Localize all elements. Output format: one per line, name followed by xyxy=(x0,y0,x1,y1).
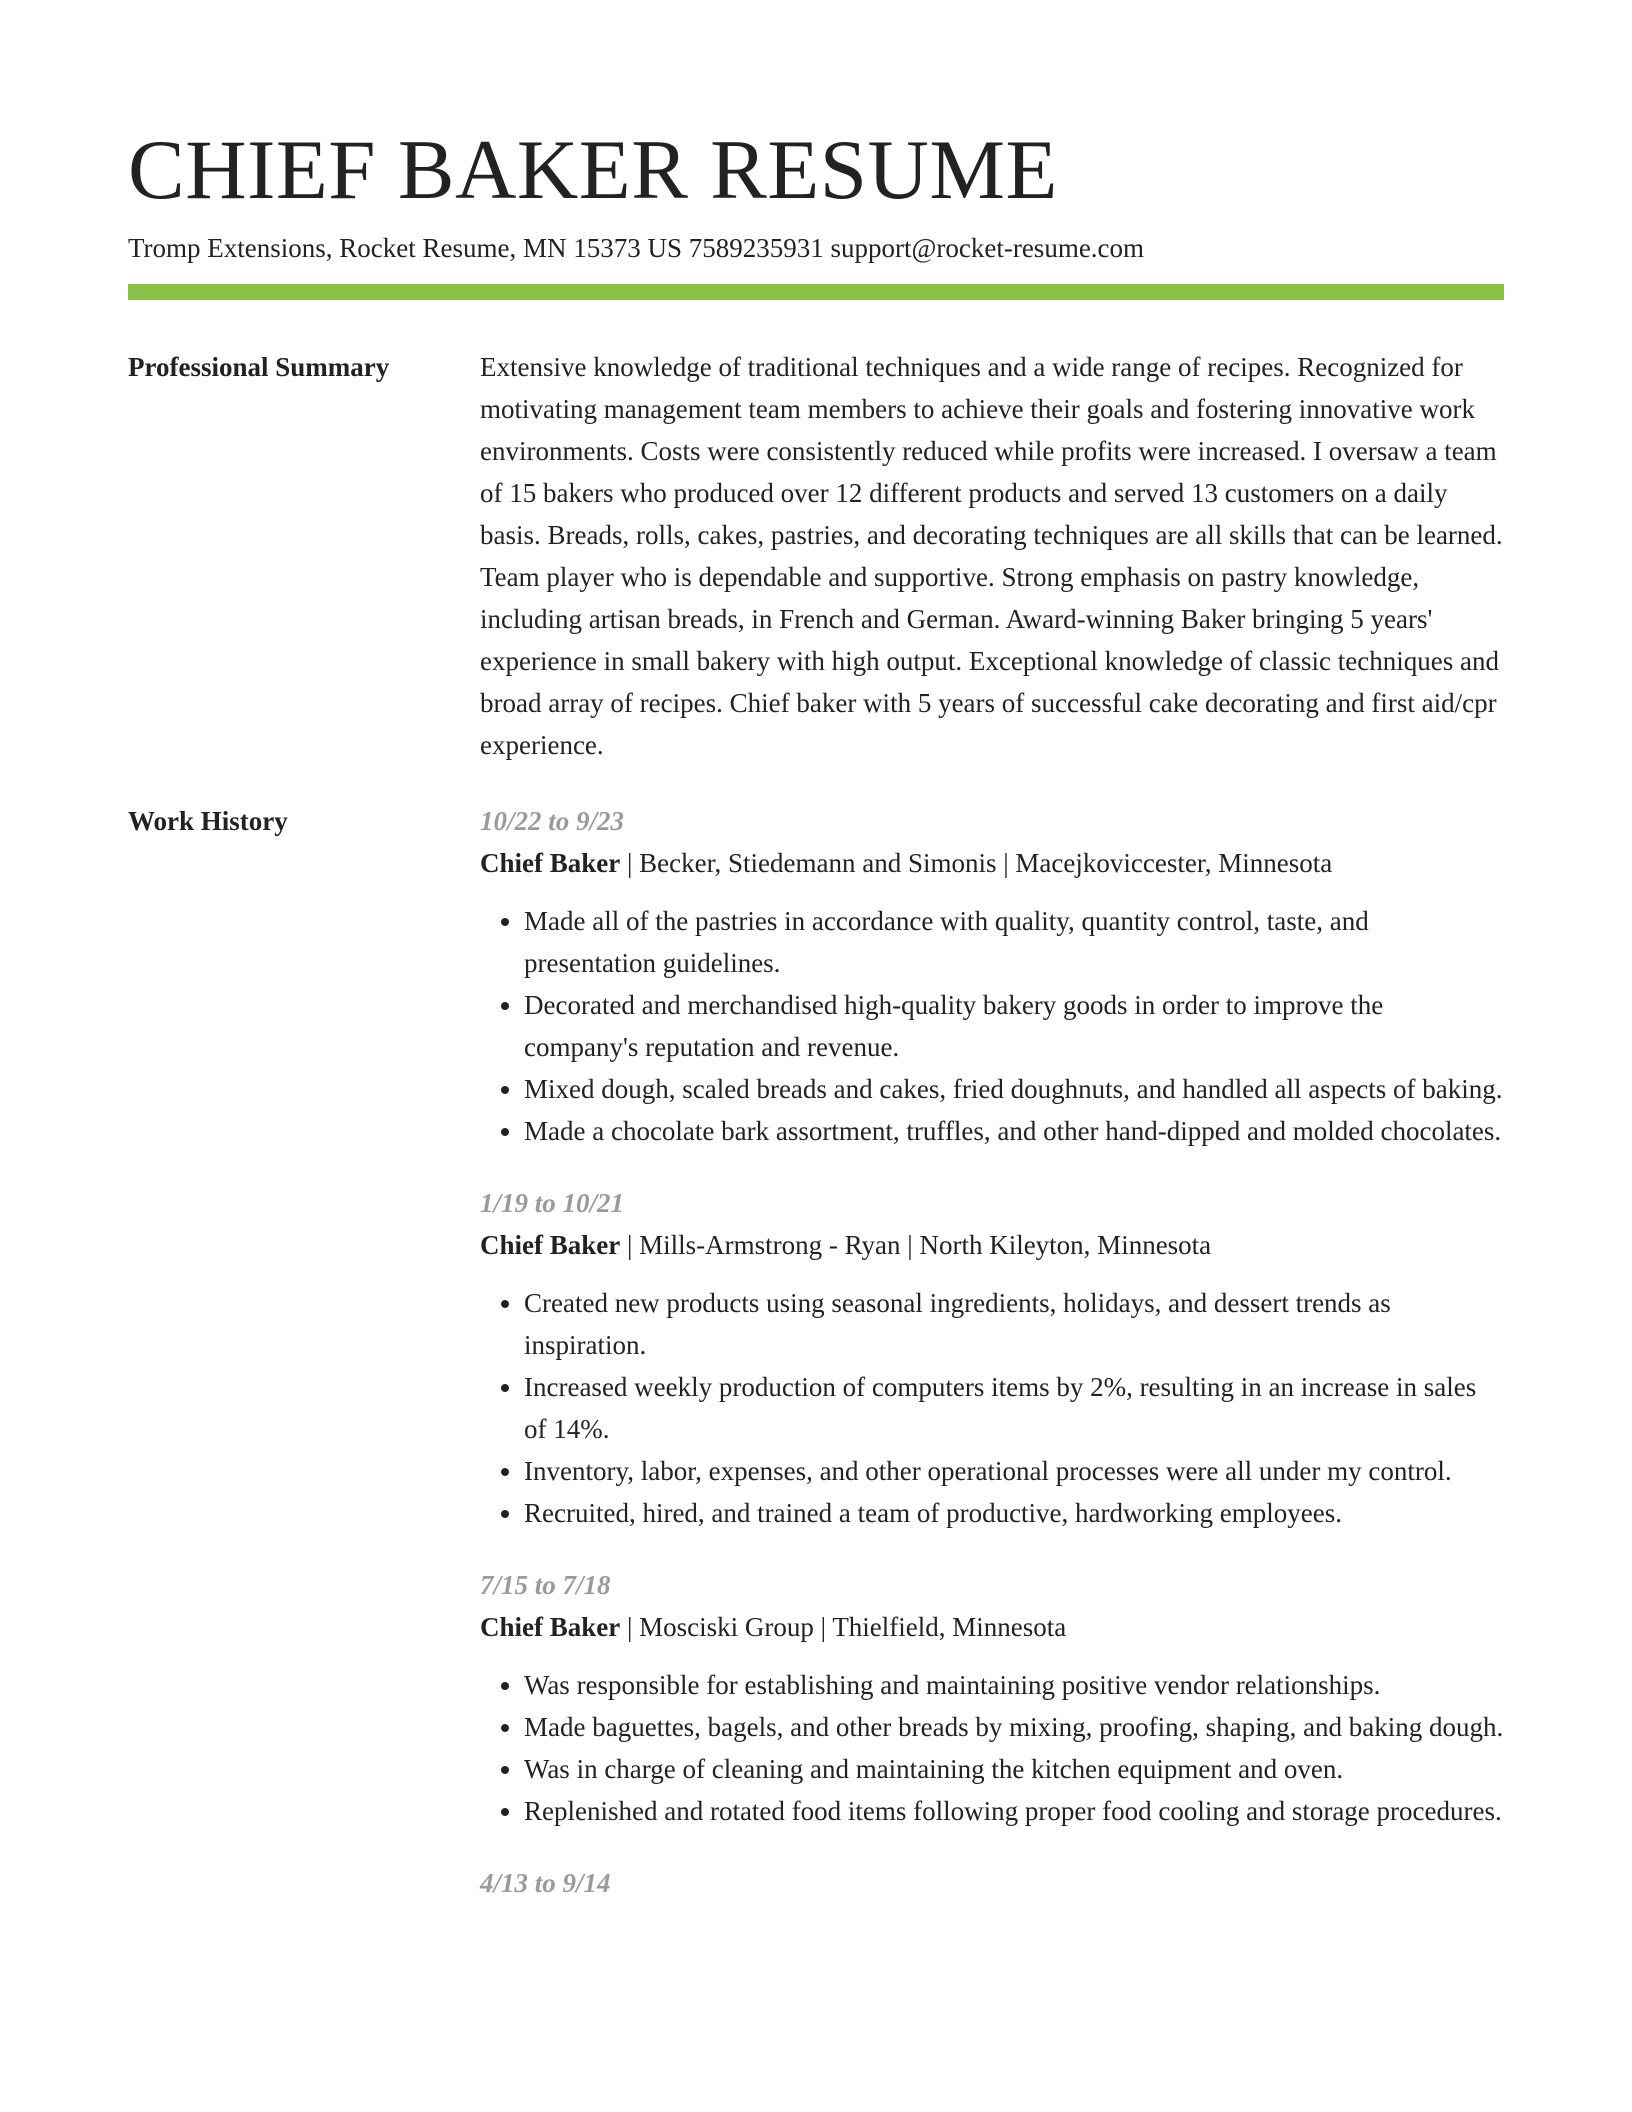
job-bullet: • Increased weekly production of computers items by 2%, resulting in an increase in sales of 14%. xyxy=(524,1366,1504,1450)
job-dates: 10/22 to 9/23 xyxy=(480,806,625,836)
summary-text: Extensive knowledge of traditional techniques and a wide range of recipes. Recognized for motivating management team members to achieve their goals and fostering innovative work environments. Costs were consistently reduced while profits were increased. I oversaw a team of 15 bakers who produced over 12 different products and served 13 customers on a daily basis. Breads, rolls, cakes, pastries, and decorating techniques are all skills that can be learned. Team player who is dependable and supportive. Strong emphasis on pastry knowledge, including artisan breads, in French and German. Award-winning Baker bringing 5 years' experience in small bakery with high output. Exceptional knowledge of classic techniques and broad array of recipes. Chief baker with 5 years of successful cake decorating and first aid/cpr experience. xyxy=(480,352,1503,760)
separator: | xyxy=(626,1230,633,1260)
separator: | xyxy=(907,1230,913,1260)
contact-email: support@rocket-resume.com xyxy=(830,233,1145,263)
job-title: Chief Baker xyxy=(480,848,621,878)
job-bullet: • Made baguettes, bagels, and other breads by mixing, proofing, shaping, and baking dough. xyxy=(524,1706,1504,1748)
job-location: Macejkoviccester, Minnesota xyxy=(1015,848,1333,878)
work-history-list xyxy=(480,800,1504,1904)
job-title: Chief Baker xyxy=(480,1230,621,1260)
job-entry xyxy=(480,1564,1504,1832)
resume-title: CHIEF BAKER RESUME xyxy=(128,123,1058,217)
job-bullet-list xyxy=(480,1664,1504,1832)
separator: | xyxy=(626,848,633,878)
job-dates: 1/19 to 10/21 xyxy=(480,1188,625,1218)
section-title-work-history: Work History xyxy=(128,806,288,836)
job-bullet: • Mixed dough, scaled breads and cakes, fried doughnuts, and handled all aspects of baking. xyxy=(524,1068,1504,1110)
job-entry xyxy=(480,800,1504,1152)
job-bullet: • Made all of the pastries in accordance with quality, quantity control, taste, and presentation guidelines. xyxy=(524,900,1504,984)
job-title-line xyxy=(480,1606,1504,1648)
job-bullet: • Made a chocolate bark assortment, truffles, and other hand-dipped and molded chocolates. xyxy=(524,1110,1504,1152)
job-bullet: • Inventory, labor, expenses, and other operational processes were all under my control. xyxy=(524,1450,1504,1492)
job-company: Mosciski Group xyxy=(639,1612,814,1642)
contact-phone: 7589235931 xyxy=(688,233,824,263)
job-company: Becker, Stiedemann and Simonis xyxy=(639,848,997,878)
job-dates: 4/13 to 9/14 xyxy=(480,1868,611,1898)
separator: | xyxy=(626,1612,633,1642)
resume-page xyxy=(128,120,1504,1904)
header-divider xyxy=(128,284,1504,300)
job-bullet: • Decorated and merchandised high-quality bakery goods in order to improve the company's reputation and revenue. xyxy=(524,984,1504,1068)
contact-address: Tromp Extensions, Rocket Resume, MN 15373 US xyxy=(128,233,683,263)
contact-line xyxy=(128,230,1504,266)
job-bullet-list xyxy=(480,1282,1504,1534)
job-bullet: • Replenished and rotated food items following proper food cooling and storage procedures. xyxy=(524,1790,1504,1832)
job-entry xyxy=(480,1862,1504,1904)
job-bullet: • Was responsible for establishing and maintaining positive vendor relationships. xyxy=(524,1664,1504,1706)
job-location: Thielfield, Minnesota xyxy=(832,1612,1067,1642)
section-title-summary: Professional Summary xyxy=(128,352,390,382)
separator: | xyxy=(820,1612,827,1642)
job-bullet: • Created new products using seasonal ingredients, holidays, and dessert trends as inspiration. xyxy=(524,1282,1504,1366)
job-title-line xyxy=(480,842,1504,884)
job-bullet: • Recruited, hired, and trained a team of productive, hardworking employees. xyxy=(524,1492,1504,1534)
job-title: Chief Baker xyxy=(480,1612,621,1642)
separator: | xyxy=(1003,848,1009,878)
work-history-section xyxy=(128,800,1504,1904)
job-bullet: • Was in charge of cleaning and maintaining the kitchen equipment and oven. xyxy=(524,1748,1504,1790)
professional-summary-section xyxy=(128,346,1504,766)
job-entry xyxy=(480,1182,1504,1534)
job-company: Mills-Armstrong - Ryan xyxy=(639,1230,901,1260)
job-title-line xyxy=(480,1224,1504,1266)
job-dates: 7/15 to 7/18 xyxy=(480,1570,611,1600)
job-bullet-list xyxy=(480,900,1504,1152)
job-location: North Kileyton, Minnesota xyxy=(919,1230,1212,1260)
